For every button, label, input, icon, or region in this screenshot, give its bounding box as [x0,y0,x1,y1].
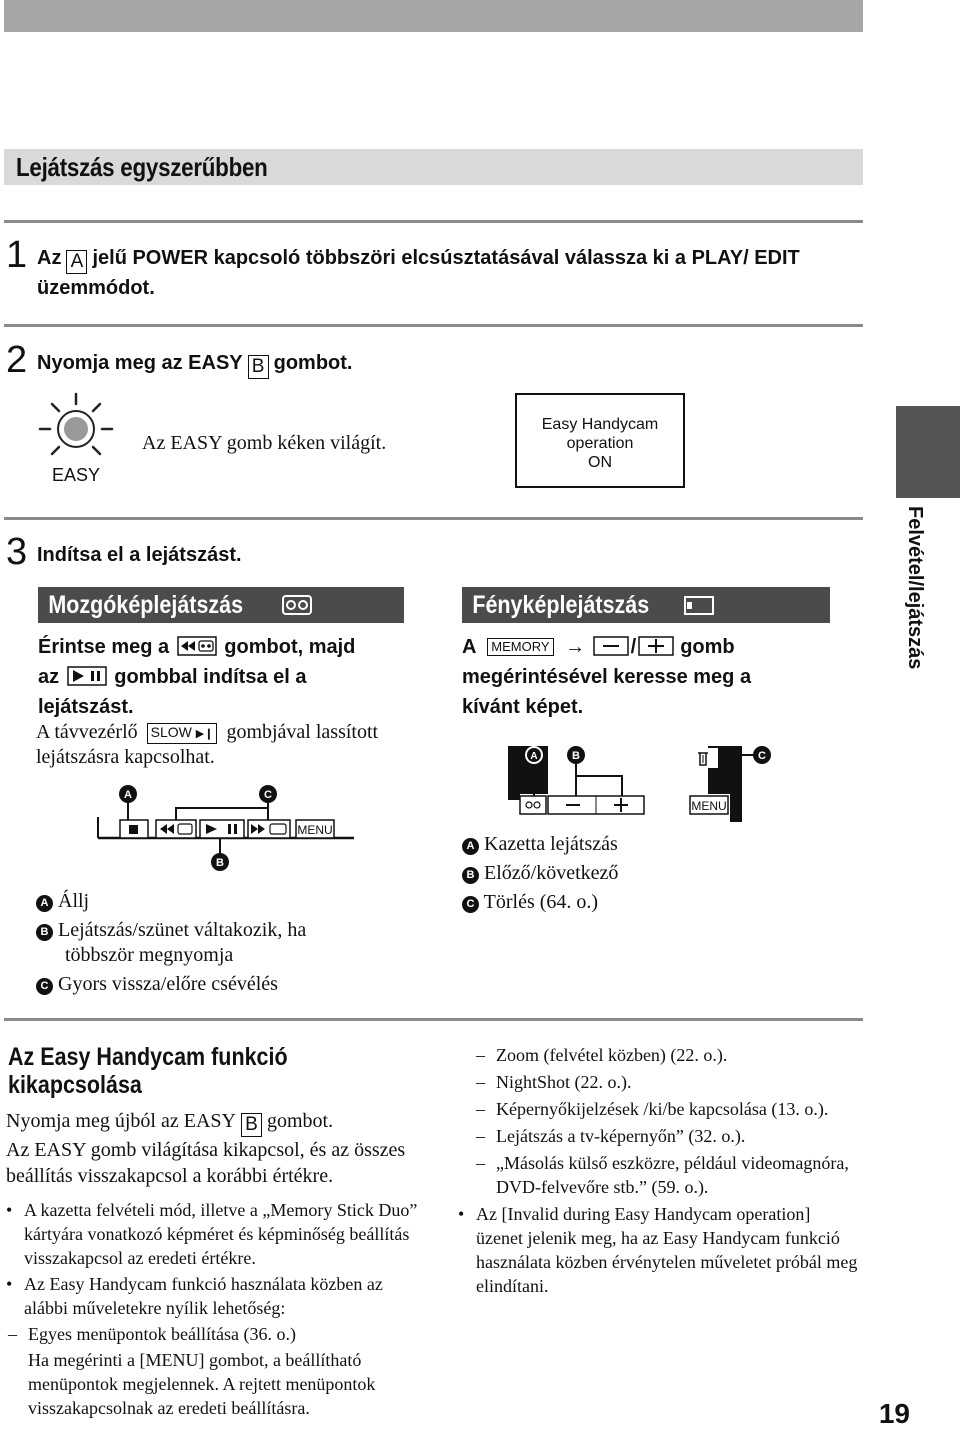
movie-instructions [38,632,418,722]
dash-item: – „Másolás külső eszközre, például videomagnóra, DVD-felvevőre stb.” (59. o.). [474,1151,858,1199]
callout-b: B [216,857,224,869]
movie-note [36,720,416,770]
movie-control-panel [96,782,356,872]
easy-button-icon [38,392,118,487]
side-tab-label [902,506,926,676]
text: gombot, majd [224,636,356,658]
bottom-title-line: Az Easy Handycam funkció [8,1043,288,1071]
dash-item: – Zoom (felvétel közben) (22. o.). [474,1043,858,1067]
text: Érintse meg a [38,636,170,658]
text: gomb [680,636,735,658]
text: A [462,636,476,658]
screen-line: ON [588,454,612,471]
memory-key: MEMORY [487,638,553,656]
side-tab [896,406,960,498]
menu-button-label: MENU [691,799,727,813]
dash-note: Ha megérinti a [MENU] gombot, a beállítható menüpontok megjelennek. A rejtett menüpontok visszakapcsolnak az eredeti beállításra. [28,1350,376,1418]
movie-legend [36,889,436,997]
step2-text [37,349,353,379]
legend-key: A [462,838,479,855]
bullet-item: • Az Easy Handycam funkció használata közben az alábbi műveletekre nyílik lehetőség: [6,1272,426,1320]
divider [4,517,863,520]
callout-a: A [124,789,132,801]
legend-text: többször megnyomja [65,944,234,966]
step1-pre: Az [37,247,62,269]
dash-item: – NightShot (22. o.). [474,1070,858,1094]
bottom-title [8,1043,288,1099]
bottom-title-line: kikapcsolása [8,1071,142,1099]
step-number: 2 [6,339,28,381]
menu-button-label: MENU [297,823,333,837]
key-label: A [66,250,87,274]
easy-label: EASY [51,465,101,485]
memory-card-icon [684,594,714,616]
legend-text: Törlés (64. o.) [483,891,599,913]
legend-key: C [36,978,53,995]
legend-key: B [36,924,53,941]
key-label: B [241,1113,262,1137]
step1-text [37,244,867,303]
step-number: 3 [6,531,28,573]
step2-pre: Nyomja meg az EASY [37,352,243,374]
text: lejátszást. [38,696,134,718]
key-label: B [248,355,269,379]
screen-line: operation [566,435,634,452]
legend-key: A [36,895,53,912]
text: kívánt képet. [462,696,584,718]
photo-control-panel [500,738,780,828]
section-title: Lejátszás egyszerűbben [16,152,268,182]
play-pause-button-icon [67,666,107,686]
top-bar [4,0,863,32]
callout-b: B [572,750,580,762]
callout-c: C [264,789,272,801]
text: Az EASY gomb világítása kikapcsol, és az összes beállítás visszakapcsol a korábbi értékre. [6,1139,406,1187]
callout-a: A [530,751,538,762]
bottom-right-list [458,1043,858,1298]
text: gombjával lassított [226,721,379,743]
legend-text: Gyors vissza/előre csévélés [58,973,278,995]
photo-playback-header [462,587,830,623]
photo-header-text: Fényképlejátszás [472,591,650,619]
slow-key-label: SLOW [150,724,192,740]
photo-instructions: A MEMORY → / gomb megérintésével keresse meg a kívánt képet. [462,632,842,722]
legend-key: C [462,896,479,913]
easy-note: Az EASY gomb kéken világít. [142,432,387,454]
bullet-item: • A kazetta felvételi mód, illetve a „Memory Stick Duo” kártyára vonatkozó képméret és képminőség beállítás visszakapcsol az eredeti értékre. [6,1198,426,1270]
text: gombot. [266,1110,334,1132]
step1-main: jelű POWER kapcsoló többszöri elcsúsztatásával válassza ki a PLAY/ EDIT üzemmódot. [37,247,800,299]
arrow-icon: → [565,636,586,658]
legend-text: Kazetta lejátszás [484,833,618,855]
photo-legend [462,832,842,915]
page-number: 19 [878,1398,910,1429]
bottom-intro [6,1108,426,1189]
minus-button-icon [593,636,629,656]
step2-post: gombot. [273,352,353,374]
legend-text: Állj [58,890,90,912]
bullet-item: • Az [Invalid during Easy Handycam operation] üzenet jelenik meg, ha az Easy Handycam funkció használata közben érvénytelen műveletet próbál meg elindítani. [458,1202,858,1298]
rewind-button-icon [177,636,217,656]
cassette-icon [282,595,312,615]
text: gombbal indítsa el a [114,666,307,688]
callout-c: C [758,750,766,762]
plus-button-icon [638,636,674,656]
text: lejátszásra kapcsolhat. [36,746,215,768]
slow-key: SLOW ▶︎❙ [147,723,218,744]
legend-key: B [462,867,479,884]
text: Nyomja meg újból az EASY [6,1110,236,1132]
bottom-left-list [6,1198,426,1420]
divider [4,324,863,327]
text: az [38,666,60,688]
dash-item: – Lejátszás a tv-képernyőn” (32. o.). [474,1124,858,1148]
text: A távvezérlő [36,721,138,743]
legend-text: Lejátszás/szünet váltakozik, ha [58,919,307,941]
movie-playback-header [38,587,404,623]
movie-header-text: Mozgóképlejátszás [48,591,244,619]
step-number: 1 [6,234,28,276]
text: megérintésével keresse meg a [462,666,752,688]
divider [4,220,863,223]
screen-display [515,393,685,488]
side-tab-text: Felvétel/lejátszás [904,506,926,670]
legend-text: Előző/következő [484,862,619,884]
dash-item [6,1322,426,1420]
step3-text: Indítsa el a lejátszást. [37,544,242,566]
screen-line: Easy Handycam [541,416,659,433]
divider [4,1018,863,1021]
dash-item: – Képernyőkijelzések /ki/be kapcsolása (13. o.). [474,1097,858,1121]
dash-text: – Egyes menüpontok beállítása (36. o.) [28,1324,296,1344]
